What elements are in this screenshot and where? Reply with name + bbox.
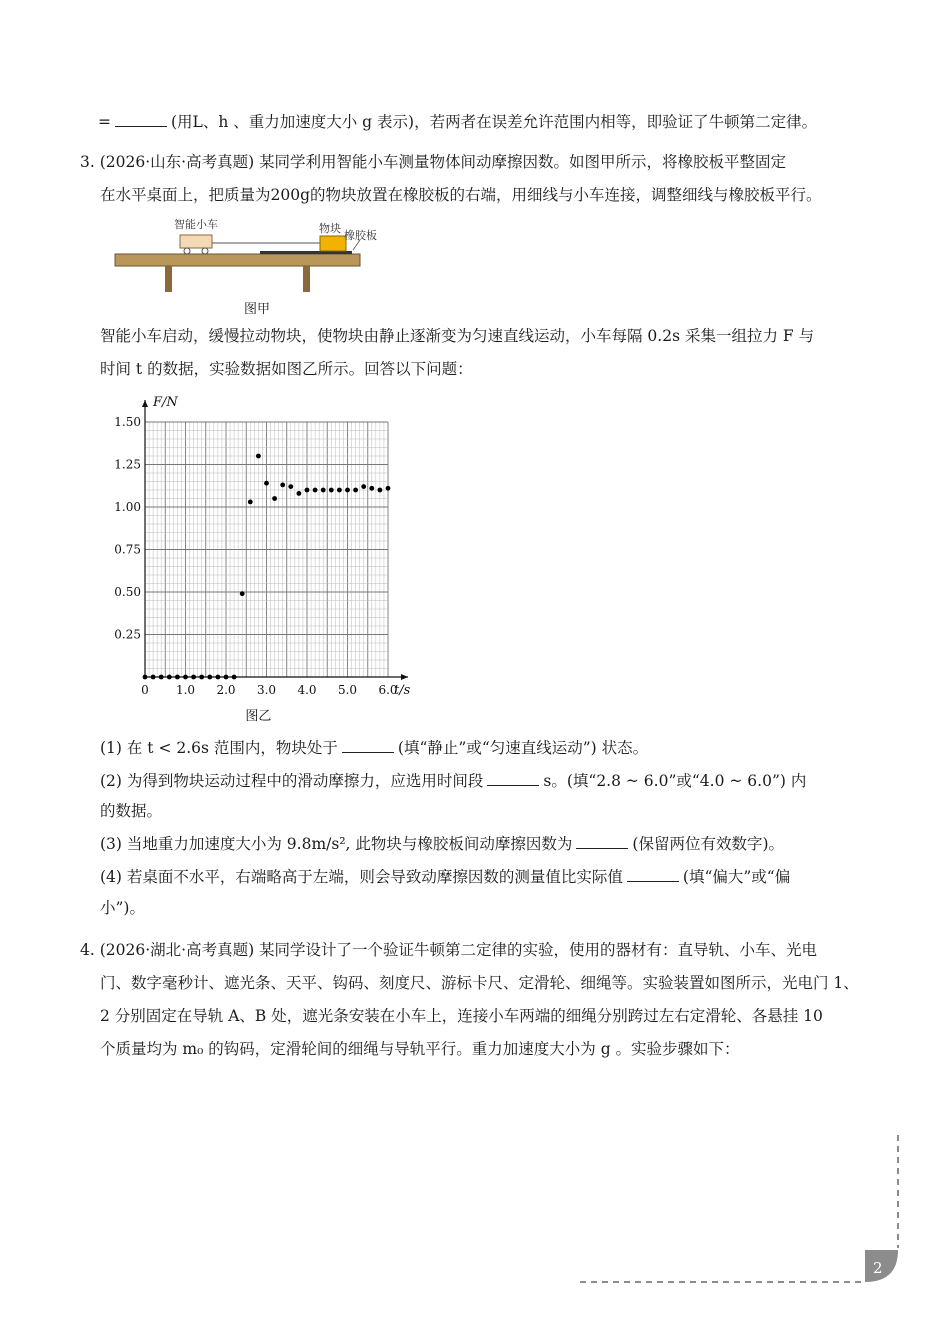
answer-line-prev: = (用L、h 、重力加速度大小 g 表示)，若两者在误差允许范围内相等，即验证了牛顿第二定律。 [98, 110, 817, 133]
data-point [297, 491, 302, 496]
y-axis-arrow [142, 400, 148, 407]
y-tick-label: 0.50 [114, 585, 141, 599]
sub-question-4: (4) 若桌面不水平，右端略高于左端，则会导致动摩擦因数的测量值比实际值 (填“偏大”或“偏 [100, 865, 790, 888]
q3-text-1: 3. (2026·山东·高考真题) 某同学利用智能小车测量物体间动摩擦因数。如图甲所示，将橡胶板平整固定 [80, 153, 787, 171]
data-point [191, 675, 196, 680]
sub-question-3: (3) 当地重力加速度大小为 9.8m/s², 此物块与橡胶板间动摩擦因数为 (保留两位有效数字)。 [100, 832, 784, 855]
y-tick-label: 1.25 [114, 457, 141, 472]
data-point [199, 675, 204, 680]
sub-question-2: (2) 为得到物块运动过程中的滑动摩擦力，应选用时间段 s。(填“2.8 ~ 6.0”或“4.0 ~ 6.0”) 内 [100, 769, 806, 792]
data-point [280, 483, 285, 488]
label-block: 物块 [319, 222, 341, 235]
data-point [256, 454, 261, 459]
y-tick-label: 1.50 [114, 415, 141, 429]
answer-blank-1[interactable] [342, 736, 394, 753]
data-point [224, 675, 229, 680]
data-point [272, 496, 277, 501]
data-point [240, 591, 245, 596]
x-tick-label: 6.0 [378, 683, 398, 697]
x-axis-label: t/s [394, 683, 411, 698]
x-tick-label: 5.0 [337, 683, 358, 697]
label-car: 智能小车 [174, 218, 218, 231]
x-tick-label: 4.0 [297, 683, 317, 697]
answer-blank-2[interactable] [487, 769, 539, 786]
data-point [361, 484, 366, 489]
y-tick-label: 1.00 [114, 500, 141, 514]
data-point [313, 488, 318, 493]
data-point [175, 675, 180, 680]
data-point [337, 488, 342, 493]
data-point [143, 675, 148, 680]
chart-caption: 图乙 [245, 709, 272, 724]
data-point [369, 486, 374, 491]
data-point [321, 488, 326, 493]
data-point [378, 488, 383, 493]
data-point [207, 675, 212, 680]
force-time-chart [100, 385, 430, 725]
sub-question-4-cont: 小”)。 [100, 899, 145, 917]
x-tick-label: 0 [141, 683, 149, 697]
answer-blank-3[interactable] [576, 832, 628, 849]
data-point [232, 675, 237, 680]
y-tick-label: 0.25 [114, 627, 141, 642]
y-axis-label: F/N [153, 395, 178, 410]
data-point [264, 481, 269, 486]
data-point [353, 488, 358, 493]
x-axis-arrow [401, 674, 408, 680]
data-point [329, 488, 334, 493]
page-number: 2 [873, 1259, 883, 1277]
sub-question-1: (1) 在 t < 2.6s 范围内，物块处于 (填“静止”或“匀速直线运动”) 状态。 [100, 736, 648, 759]
data-point [386, 486, 391, 491]
data-point [151, 675, 156, 680]
data-point [216, 675, 221, 680]
q3-text-2: 在水平桌面上，把质量为200g的物块放置在橡胶板的右端，用细线与小车连接，调整细线与橡胶板平行。 [100, 186, 822, 204]
x-tick-label: 2.0 [216, 683, 236, 697]
q4-text-1: 4. (2026·湖北·高考真题) 某同学设计了一个验证牛顿第二定律的实验，使用的器材有：直导轨、小车、光电 [80, 941, 818, 959]
y-tick-label: 0.75 [114, 542, 141, 557]
answer-blank[interactable] [115, 110, 167, 127]
fig1-caption: 图甲 [244, 302, 271, 317]
q4-text-3: 2 分别固定在导轨 A、B 处，遮光条安装在小车上，连接小车两端的细绳分别跨过左右定滑轮、各悬挂 10 [100, 1007, 823, 1025]
data-point [183, 675, 188, 680]
x-tick-label: 1.0 [175, 683, 196, 697]
page-corner-decoration [570, 1130, 910, 1290]
answer-blank-4[interactable] [627, 865, 679, 882]
apparatus-figure [110, 212, 377, 312]
q3-text-3: 智能小车启动，缓慢拉动物块，使物块由静止逐渐变为匀速直线运动，小车每隔 0.2s 采集一组拉力 F 与 [100, 327, 815, 345]
data-point [248, 500, 253, 505]
q4-text-4: 个质量均为 m₀ 的钩码，定滑轮间的细绳与导轨平行。重力加速度大小为 g 。实验步骤如下： [100, 1040, 740, 1058]
data-point [345, 488, 350, 493]
sub-question-2-cont: 的数据。 [100, 802, 163, 820]
data-point [288, 484, 293, 489]
label-board: 橡胶板 [344, 229, 377, 242]
data-point [305, 488, 310, 493]
q3-text-4: 时间 t 的数据，实验数据如图乙所示。回答以下问题： [100, 360, 473, 378]
data-point [167, 675, 172, 680]
x-tick-label: 3.0 [256, 683, 277, 697]
q4-text-2: 门、数字毫秒计、遮光条、天平、钩码、刻度尺、游标卡尺、定滑轮、细绳等。实验装置如图所示，光电门 1、 [100, 974, 859, 992]
data-point [159, 675, 164, 680]
